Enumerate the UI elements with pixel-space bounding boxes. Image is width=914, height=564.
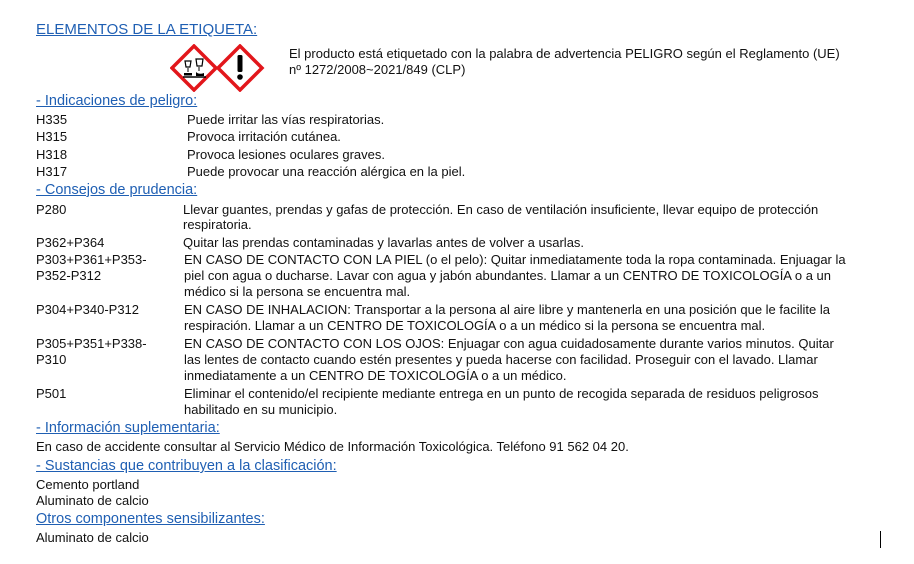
intro-line-2: nº 1272/2008~2021/849 (CLP)	[289, 62, 466, 77]
text-cursor	[880, 531, 881, 548]
precaution-code: P501	[36, 386, 67, 401]
substance-item: Aluminato de calcio	[36, 493, 149, 508]
precaution-text-line: respiración. Llamar a un CENTRO DE TOXICOLOGÍA o a un médico si la persona se encuentra mal.	[184, 318, 766, 333]
precaution-code: P362+P364	[36, 235, 105, 250]
precaution-text-line: respiratoria.	[183, 217, 252, 232]
precaution-text-line: piel con agua o ducharse. Lavar con agua y jabón abundantes. Llamar a un CENTRO DE TOXICOLOGÍA o a un	[184, 268, 832, 283]
precaution-code: P304+P340-P312	[36, 302, 140, 317]
precaution-text-line: Eliminar el contenido/el recipiente mediante entrega en un punto de recogida separada de residuos peligrosos	[184, 386, 819, 401]
precaution-text-line: EN CASO DE CONTACTO CON LOS OJOS: Enjuagar con agua cuidadosamente durante varios minutos. Quitar	[184, 336, 834, 351]
ghs-pictograms	[170, 44, 266, 92]
sensitizer-item: Aluminato de calcio	[36, 530, 149, 545]
section-heading-supplementary: - Información suplementaria:	[36, 420, 220, 436]
section-heading-sensitizers: Otros componentes sensibilizantes:	[36, 511, 265, 527]
section-heading-substances: - Sustancias que contribuyen a la clasificación:	[36, 458, 337, 474]
hazard-text: Provoca irritación cutánea.	[187, 129, 341, 144]
precaution-text-line: Llevar guantes, prendas y gafas de protección. En caso de ventilación insuficiente, llevar equipo de protección	[183, 202, 819, 217]
precaution-code: P310	[36, 352, 67, 367]
hazard-text: Puede irritar las vías respiratorias.	[187, 112, 385, 127]
precaution-text-line: Quitar las prendas contaminadas y lavarlas antes de volver a usarlas.	[183, 235, 585, 250]
intro-line-1: El producto está etiquetado con la palabra de advertencia PELIGRO según el Reglamento (UE)	[289, 46, 840, 61]
hazard-code: H315	[36, 129, 68, 144]
substance-item: Cemento portland	[36, 477, 140, 492]
precaution-text-line: médico si la persona se encuentra mal.	[184, 284, 411, 299]
precaution-text-line: EN CASO DE CONTACTO CON LA PIEL (o el pelo): Quitar inmediatamente toda la ropa contaminada. Enjuagar la	[184, 252, 846, 267]
precaution-code: P280	[36, 202, 67, 217]
hazard-text: Provoca lesiones oculares graves.	[187, 147, 385, 162]
exclamation-pictogram-icon	[218, 46, 262, 90]
precaution-text-line: habilitado en su municipio.	[184, 402, 338, 417]
hazard-text: Puede provocar una reacción alérgica en la piel.	[187, 164, 466, 179]
precaution-text-line: EN CASO DE INHALACION: Transportar a la persona al aire libre y mantenerla en una posición que le facilite la	[184, 302, 830, 317]
precaution-text-line: inmediatamente a un CENTRO DE TOXICOLOGÍA o a un médico.	[184, 368, 567, 383]
section-heading-hazard: - Indicaciones de peligro:	[36, 93, 198, 109]
corrosion-pictogram-icon	[172, 46, 216, 90]
section-heading-precaution: - Consejos de prudencia:	[36, 182, 198, 198]
precaution-text-line: las lentes de contacto cuando estén presentes y pueda hacerse con facilidad. Proseguir con el lavado. Llamar	[184, 352, 818, 367]
hazard-code: H318	[36, 147, 68, 162]
hazard-code: H335	[36, 112, 68, 127]
precaution-code: P305+P351+P338-	[36, 336, 147, 351]
supplementary-text: En caso de accidente consultar al Servicio Médico de Información Toxicológica. Teléfono 91 562 04 20.	[36, 439, 629, 454]
precaution-code: P352-P312	[36, 268, 102, 283]
hazard-code: H317	[36, 164, 68, 179]
page-title: ELEMENTOS DE LA ETIQUETA:	[36, 21, 258, 38]
precaution-code: P303+P361+P353-	[36, 252, 147, 267]
